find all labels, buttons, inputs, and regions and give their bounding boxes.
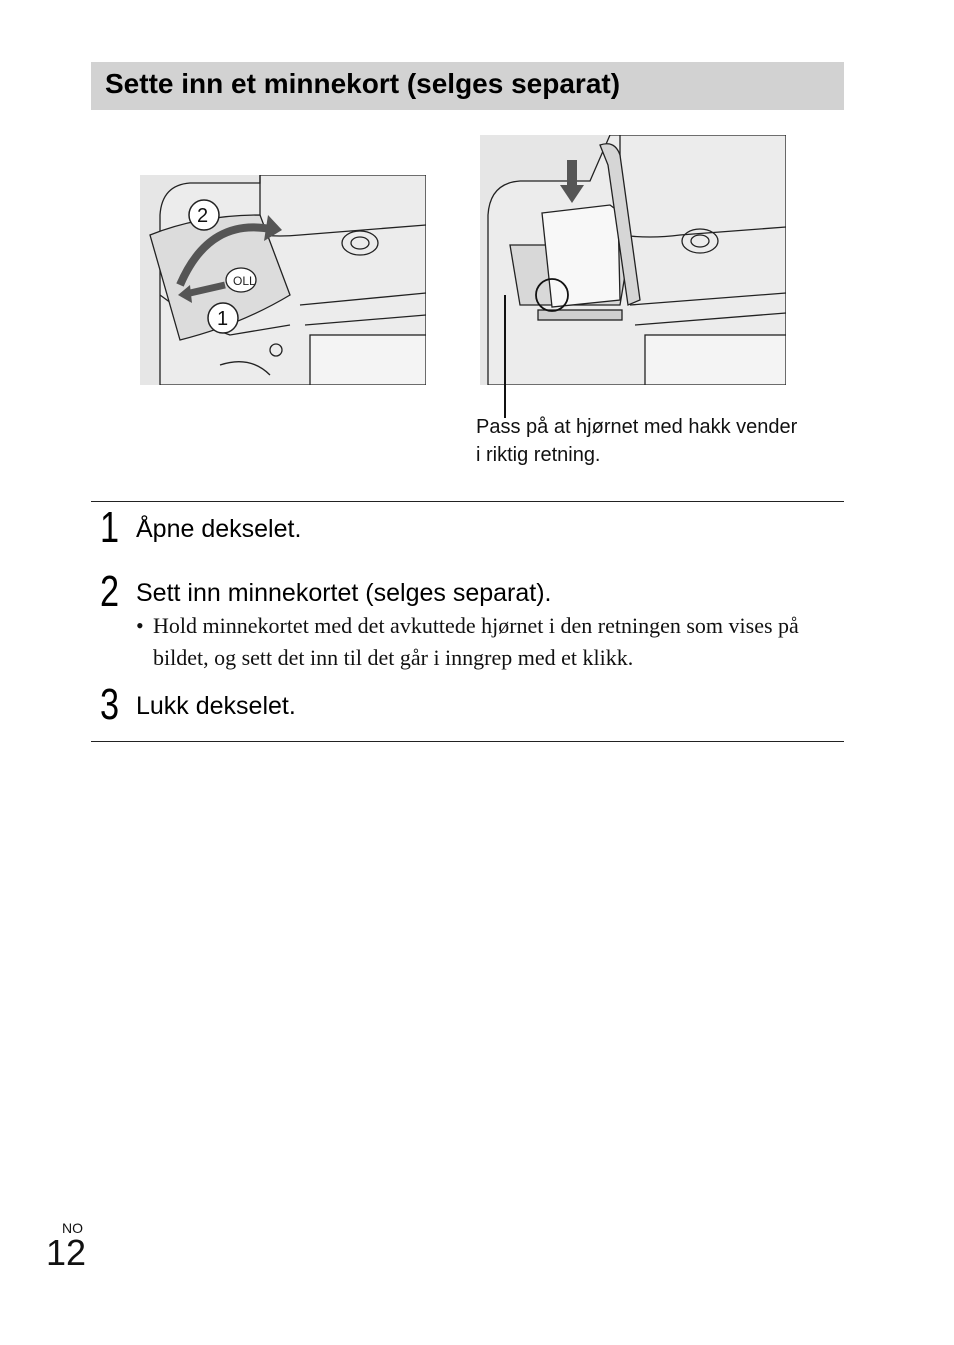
page-number: 12 — [46, 1232, 87, 1273]
step-2-marker: 2 — [197, 205, 209, 227]
step-3-text: Lukk dekselet. — [136, 692, 296, 720]
section-title-bar — [91, 62, 844, 110]
svg-text:OLL: OLL — [233, 274, 256, 288]
step-1 — [100, 503, 302, 552]
step-2-number: 2 — [100, 567, 120, 616]
step-2-text: Sett inn minnekortet (selges separat). — [136, 579, 552, 607]
step-2-bullet — [136, 610, 836, 674]
divider-top — [91, 501, 844, 502]
bullet-dot: • — [136, 613, 144, 638]
page-language-code: NO — [62, 1220, 83, 1236]
insert-card-illustration — [480, 135, 786, 385]
step-1-marker: 1 — [217, 308, 229, 330]
callout-leader-line — [504, 295, 506, 418]
step-3-number: 3 — [100, 680, 120, 729]
step-2 — [100, 567, 552, 616]
step-1-number: 1 — [100, 503, 120, 552]
divider-bottom — [91, 741, 844, 742]
section-title: Sette inn et minnekort (selges separat) — [105, 68, 621, 99]
step-3 — [100, 680, 296, 729]
open-cover-illustration — [140, 175, 426, 385]
notch-corner-callout: Pass på at hjørnet med hakk vender i riktig retning. — [476, 416, 798, 466]
step-2-bullet-text: Hold minnekortet med det avkuttede hjørnet i den retningen som vises på bildet, og sett det inn til det går i inngrep med et klikk. — [153, 613, 799, 670]
step-1-text: Åpne dekselet. — [136, 515, 302, 543]
